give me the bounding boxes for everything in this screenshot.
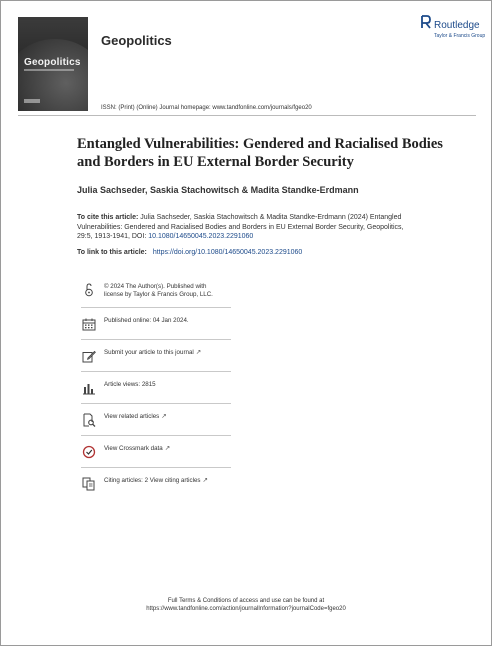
related-articles-icon (81, 413, 97, 427)
journal-cover-thumbnail (18, 17, 88, 111)
publisher-logo (421, 15, 485, 39)
article-link-block (77, 249, 302, 256)
published-date: Published online: 04 Jan 2024. (104, 317, 189, 324)
issn-line[interactable]: ISSN: (Print) (Online) Journal homepage: www.tandfonline.com/journals/fgeo20 (101, 105, 312, 111)
view-related-link[interactable]: View related articles (104, 413, 160, 420)
journal-name: Geopolitics (101, 33, 172, 48)
citation-block (77, 213, 407, 242)
cover-title: Geopolitics (24, 57, 81, 68)
license-row (81, 283, 321, 299)
submit-article-link[interactable]: Submit your article to this journal (104, 349, 194, 356)
submit-row[interactable] (81, 349, 321, 363)
header-divider (18, 115, 476, 116)
external-link-icon: ↗ (164, 445, 171, 452)
license-text: © 2024 The Author(s). Published with license by Taylor & Francis Group, LLC. (104, 283, 213, 298)
views-row (81, 381, 321, 395)
citation-text: Julia Sachseder, Saskia Stachowitsch & Madita Standke-Erdmann (2024) Entangled Vulnerabilities: Gendered and Racialised Bodies and Borders in EU External Border Security, Geopolitics, 29:5, 1913-1941, DOI: (77, 214, 404, 240)
external-link-icon: ↗ (202, 477, 208, 484)
article-views: Article views: 2815 (104, 381, 156, 388)
publisher-name: Routledge (434, 20, 480, 31)
terms-footer (1, 597, 491, 613)
citing-row[interactable] (81, 477, 321, 491)
edit-icon (81, 349, 97, 363)
related-row[interactable] (81, 413, 321, 427)
article-title: Entangled Vulnerabilities: Gendered and Racialised Bodies and Borders in EU External Border Security (77, 136, 443, 170)
cover-publisher-mark (24, 99, 40, 103)
routledge-logo-icon (421, 15, 431, 29)
crossmark-icon (81, 445, 97, 459)
citation-doi-link[interactable]: 10.1080/14650045.2023.2291060 (148, 233, 254, 240)
published-row (81, 317, 321, 331)
citation-label: To cite this article: (77, 214, 139, 221)
link-label: To link to this article: (77, 249, 147, 256)
citing-articles-link[interactable]: Citing articles: 2 View citing articles (104, 477, 201, 484)
publisher-tagline: Taylor & Francis Group (434, 33, 486, 39)
article-doi-url[interactable]: https://doi.org/10.1080/14650045.2023.2291060 (152, 249, 303, 256)
article-authors: Julia Sachseder, Saskia Stachowitsch & Madita Standke-Erdmann (77, 185, 359, 195)
view-crossmark-link[interactable]: View Crossmark data (104, 445, 163, 452)
meta-divider (81, 371, 231, 372)
article-metadata-list (81, 283, 321, 491)
meta-divider (81, 435, 231, 436)
cover-decoration (24, 69, 74, 71)
meta-divider (81, 403, 231, 404)
meta-divider (81, 307, 231, 308)
external-link-icon: ↗ (161, 413, 167, 420)
terms-line: Full Terms & Conditions of access and use can be found at (167, 598, 325, 604)
bar-chart-icon (81, 381, 97, 395)
crossmark-row[interactable] (81, 445, 321, 459)
terms-url[interactable]: https://www.tandfonline.com/action/journalInformation?journalCode=fgeo20 (146, 606, 346, 612)
meta-divider (81, 339, 231, 340)
external-link-icon: ↗ (195, 349, 202, 356)
meta-divider (81, 467, 231, 468)
citing-articles-icon (81, 477, 97, 491)
calendar-icon (81, 317, 97, 331)
open-access-icon (81, 283, 97, 297)
